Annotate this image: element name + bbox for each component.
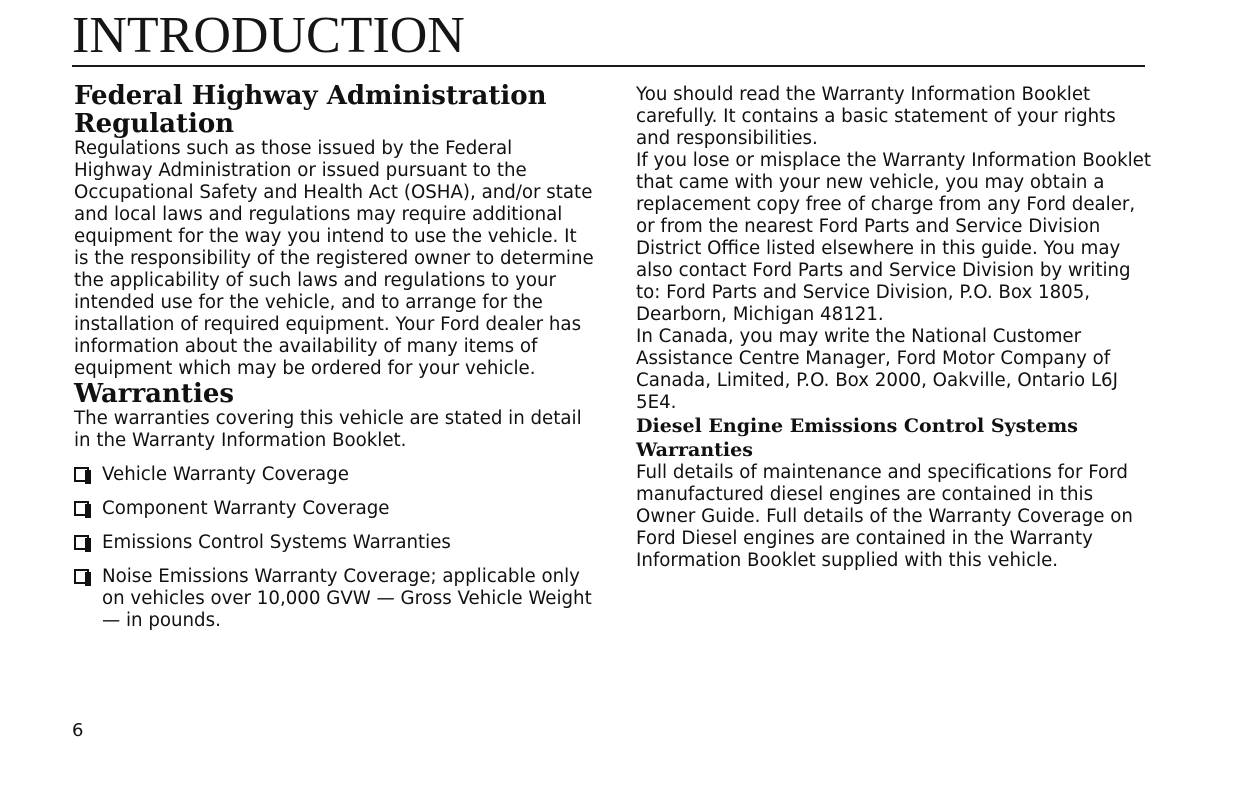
checklist-item-vehicle-warranty (74, 464, 594, 486)
checklist-item-label: Component Warranty Coverage (102, 498, 390, 519)
diesel-warranty-paragraph: Full details of maintenance and specifications for Ford manufactured diesel engines are contained in this Owner Guide. Full details of the Warranty Coverage on Ford Diesel engines are contained in the Warranty Information Booklet supplied with this vehicle. (636, 462, 1133, 571)
checkbox-icon (74, 569, 89, 584)
checkbox-icon (74, 501, 89, 516)
replacement-booklet-paragraph: If you lose or misplace the Warranty Information Booklet that came with your new vehicle, you may obtain a replacement copy free of charge from any Ford dealer, or from the nearest Ford Parts and Service Division District Office listed elsewhere in this guide. You may also contact Ford Parts and Service Division by writing to: Ford Parts and Service Division, P.O. Box 1805, Dearborn, Michigan 48121. (636, 150, 1151, 325)
page-number: 6 (72, 720, 84, 741)
checkbox-icon (74, 535, 89, 550)
title-divider (72, 65, 1145, 67)
left-column (74, 82, 594, 632)
warranty-checklist (74, 464, 594, 632)
checklist-item-noise-emissions-warranty (74, 566, 594, 632)
checklist-item-label: Vehicle Warranty Coverage (102, 464, 349, 485)
page-title: INTRODUCTION (72, 7, 465, 64)
canada-contact-paragraph: In Canada, you may write the National Customer Assistance Centre Manager, Ford Motor Company of Canada, Limited, P.O. Box 2000, Oakville, Ontario L6J 5E4. (636, 326, 1118, 413)
checklist-item-label: Noise Emissions Warranty Coverage; applicable only on vehicles over 10,000 GVW — Gross Vehicle Weight — in pounds. (102, 566, 592, 631)
fhwa-regulation-paragraph: Regulations such as those issued by the Federal Highway Administration or issued pursuant to the Occupational Safety and Health Act (OSHA), and/or state and local laws and regulations may require additional equipment for the way you intend to use the vehicle. It is the responsibility of the registered owner to determine the applicability of such laws and regulations to your intended use for the vehicle, and to arrange for the installation of required equipment. Your Ford dealer has information about the availability of many items of equipment which may be ordered for your vehicle. (74, 138, 594, 379)
checklist-item-emissions-control-warranties (74, 532, 594, 554)
checklist-item-component-warranty (74, 498, 594, 520)
section-heading-warranties: Warranties (74, 379, 234, 409)
warranties-paragraph: The warranties covering this vehicle are stated in detail in the Warranty Information Booklet. (74, 408, 582, 451)
warranty-booklet-paragraph: You should read the Warranty Information Booklet carefully. It contains a basic statement of your rights and responsibilities. (636, 84, 1116, 149)
section-heading-diesel-emissions: Diesel Engine Emissions Control Systems Warranties (636, 415, 1078, 461)
checklist-item-label: Emissions Control Systems Warranties (102, 532, 451, 553)
checkbox-icon (74, 467, 89, 482)
right-column (636, 84, 1151, 572)
section-heading-fhwa-regulation: Federal Highway Administration Regulation (74, 81, 547, 139)
